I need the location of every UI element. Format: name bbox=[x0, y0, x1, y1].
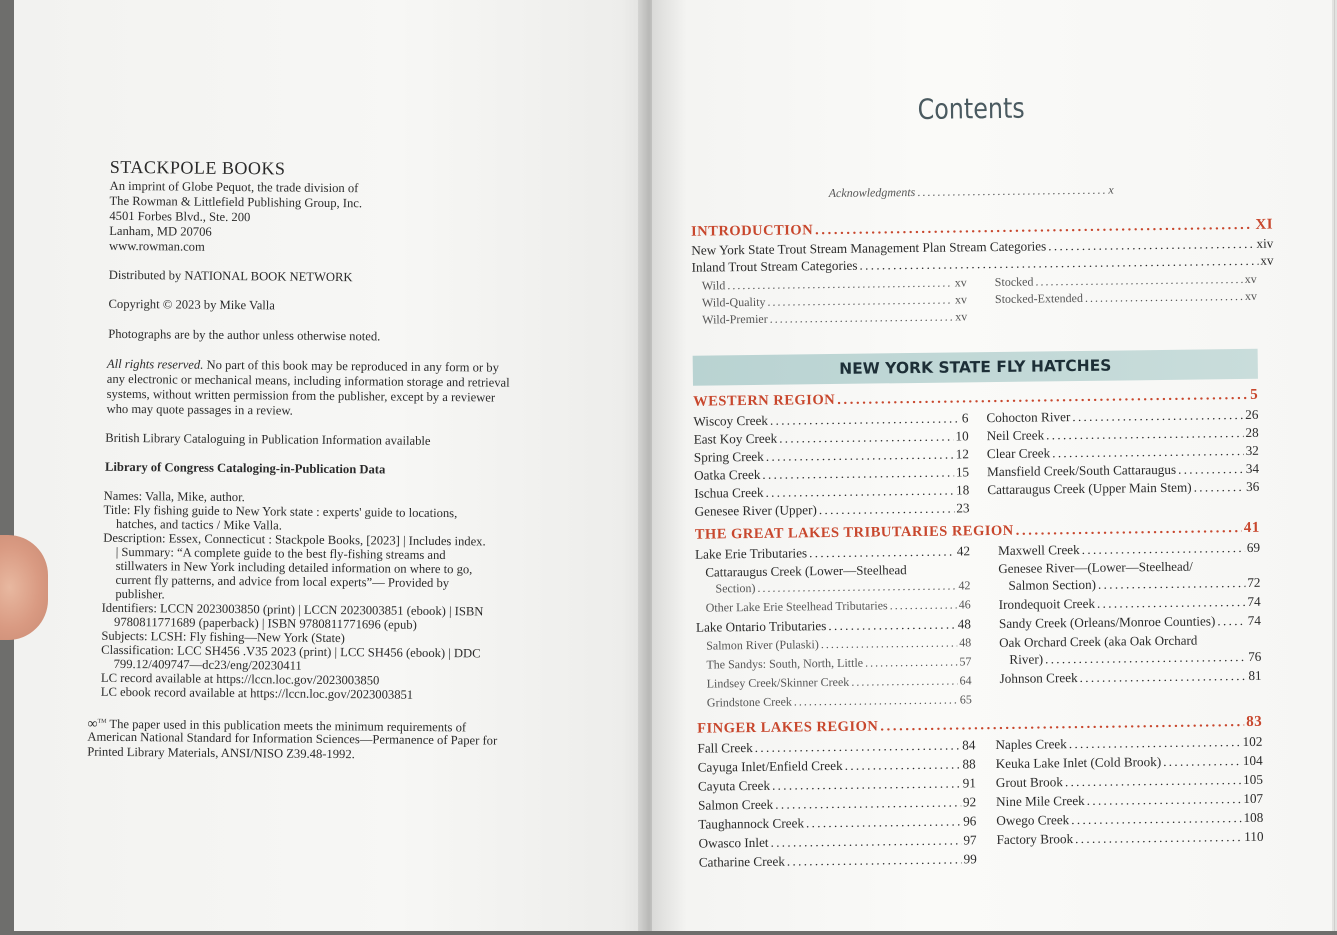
address-line: Lanham, MD 20706 bbox=[109, 223, 212, 239]
dot-leader bbox=[770, 410, 960, 428]
rights-italic: All rights reserved. bbox=[106, 356, 204, 372]
toc-entry-label: Stocked bbox=[994, 274, 1034, 290]
rights-line: systems, without written permission from the publisher, except by a reviewer bbox=[106, 386, 496, 405]
toc-entry-label: Salmon Creek bbox=[698, 796, 774, 813]
dot-leader bbox=[767, 293, 953, 310]
toc-page-number: 96 bbox=[963, 813, 977, 829]
dot-leader bbox=[1163, 753, 1241, 770]
cip-line: Description: Essex, Connecticut : Stackpole Books, [2023] | Includes index. bbox=[103, 530, 486, 549]
toc-entry[interactable] bbox=[987, 443, 1259, 462]
toc-entry-label: Nine Mile Creek bbox=[996, 792, 1085, 810]
trademark-mark: TM bbox=[97, 718, 107, 725]
toc-entry-label: Wild-Quality bbox=[701, 294, 766, 310]
toc-page-number: 69 bbox=[1246, 539, 1261, 555]
toc-entry[interactable] bbox=[986, 407, 1258, 426]
toc-entry[interactable] bbox=[995, 272, 1257, 290]
dot-leader bbox=[828, 617, 956, 635]
toc-entry-label: Salmon River (Pulaski) bbox=[706, 637, 819, 653]
toc-entry[interactable] bbox=[702, 309, 967, 327]
toc-page-number: 64 bbox=[959, 673, 972, 688]
address-line: www.rowman.com bbox=[109, 238, 205, 254]
dot-leader bbox=[1065, 772, 1241, 790]
contents-page bbox=[652, 0, 1337, 931]
toc-entry[interactable] bbox=[696, 616, 971, 635]
toc-entry[interactable] bbox=[1008, 575, 1260, 594]
dot-leader bbox=[819, 501, 955, 519]
dot-leader bbox=[865, 654, 958, 670]
toc-page-number: 99 bbox=[963, 851, 977, 867]
dot-leader bbox=[890, 598, 957, 614]
toc-entry[interactable] bbox=[702, 275, 967, 293]
toc-page-number: xv bbox=[1260, 252, 1274, 268]
dot-leader bbox=[821, 636, 958, 653]
toc-page-number: 42 bbox=[956, 543, 971, 559]
toc-entry[interactable] bbox=[996, 791, 1263, 810]
toc-page-number: 72 bbox=[1247, 574, 1261, 590]
toc-page-number: 34 bbox=[1245, 460, 1260, 476]
dot-leader bbox=[757, 579, 956, 596]
toc-page-number: 23 bbox=[956, 500, 970, 516]
toc-entry-label: Mansfield Creek/South Cattaraugus bbox=[986, 461, 1177, 480]
rights-line: No part of this book may be reproduced in any form or by bbox=[203, 357, 499, 375]
toc-page-number: x bbox=[1108, 182, 1114, 197]
dot-leader bbox=[1217, 613, 1246, 629]
dot-leader bbox=[1072, 407, 1243, 425]
toc-entry[interactable] bbox=[694, 500, 969, 519]
toc-entry-label: Inland Trout Stream Categories bbox=[691, 257, 858, 275]
section-banner bbox=[693, 349, 1258, 386]
toc-entry-label: Acknowledgments bbox=[828, 184, 916, 201]
dot-leader bbox=[770, 832, 961, 850]
banner-title: NEW YORK STATE FLY HATCHES bbox=[839, 356, 1112, 378]
rights-line: any electronic or mechanical means, including information storage and retrieval bbox=[106, 371, 510, 390]
dot-leader bbox=[765, 483, 954, 501]
toc-entry[interactable] bbox=[698, 813, 976, 832]
section-page-number: 5 bbox=[1250, 386, 1259, 403]
cip-line: Names: Valla, Mike, author. bbox=[103, 488, 245, 505]
toc-entry[interactable] bbox=[987, 479, 1259, 498]
toc-entry-label-line1: Cattaraugus Creek (Lower—Steelhead bbox=[705, 562, 907, 580]
toc-entry-label-line1: Oak Orchard Creek (aka Oak Orchard bbox=[999, 632, 1198, 650]
toc-entry[interactable] bbox=[706, 654, 971, 672]
toc-page-number: 107 bbox=[1243, 790, 1264, 807]
dot-leader bbox=[809, 544, 955, 562]
toc-entry[interactable] bbox=[707, 673, 972, 691]
dot-leader bbox=[762, 465, 954, 483]
dot-leader bbox=[1085, 289, 1243, 306]
dot-leader bbox=[845, 756, 961, 773]
address-line: The Rowman & Littlefield Publishing Group, Inc. bbox=[109, 193, 363, 211]
toc-page-number: xv bbox=[1244, 271, 1257, 286]
dot-leader bbox=[880, 714, 1244, 735]
toc-entry-label: Ischua Creek bbox=[694, 484, 764, 501]
dot-leader bbox=[779, 429, 953, 447]
dot-leader bbox=[1069, 734, 1241, 752]
toc-entry-label: Spring Creek bbox=[693, 448, 764, 465]
toc-entry-label: Wiscoy Creek bbox=[693, 412, 769, 429]
toc-entry-label: Grout Brook bbox=[995, 774, 1064, 791]
toc-page-number: xv bbox=[954, 275, 967, 290]
section-label: INTRODUCTION bbox=[691, 222, 814, 240]
toc-entry[interactable] bbox=[697, 737, 975, 756]
loc-heading: Library of Congress Cataloging-in-Publication Data bbox=[104, 459, 386, 477]
toc-entry[interactable] bbox=[706, 597, 971, 615]
toc-entry-label: Lake Erie Tributaries bbox=[694, 545, 808, 562]
publisher-name: STACKPOLE BOOKS bbox=[109, 156, 286, 179]
toc-page-number: 48 bbox=[959, 635, 972, 650]
toc-entry[interactable] bbox=[706, 635, 971, 653]
paper-line: Printed Library Materials, ANSI/NISO Z39.48-1992. bbox=[87, 744, 355, 762]
toc-entry-label: Lake Ontario Tributaries bbox=[695, 618, 827, 635]
toc-entry-label: The Sandys: South, North, Little bbox=[706, 655, 864, 672]
dot-leader bbox=[1075, 829, 1242, 847]
toc-entry-label: Cayuga Inlet/Enfield Creek bbox=[697, 757, 843, 775]
cip-line: publisher. bbox=[102, 586, 165, 602]
dot-leader bbox=[1178, 461, 1244, 478]
toc-entry[interactable] bbox=[694, 446, 969, 465]
cip-line: hatches, and tactics / Mike Valla. bbox=[103, 516, 282, 533]
toc-page-number: 88 bbox=[962, 756, 976, 772]
toc-entry[interactable] bbox=[693, 410, 968, 429]
address-line: 4501 Forbes Blvd., Ste. 200 bbox=[109, 208, 251, 225]
dot-leader bbox=[1071, 810, 1242, 828]
section-page-number: 41 bbox=[1243, 519, 1260, 536]
toc-entry-label: Grindstone Creek bbox=[706, 694, 792, 710]
toc-page-number: 42 bbox=[958, 578, 971, 593]
toc-page-number: 36 bbox=[1245, 478, 1260, 494]
toc-entry[interactable] bbox=[987, 461, 1259, 480]
toc-page-number: 57 bbox=[959, 654, 972, 669]
dot-leader bbox=[775, 794, 961, 812]
toc-entry[interactable] bbox=[698, 794, 976, 813]
toc-entry[interactable] bbox=[995, 289, 1257, 307]
toc-entry-label: Owasco Inlet bbox=[698, 834, 769, 851]
toc-entry-label: Oatka Creek bbox=[694, 466, 761, 483]
dot-leader bbox=[806, 813, 961, 831]
section-page-number: 83 bbox=[1246, 713, 1263, 730]
rights-line: who may quote passages in a review. bbox=[106, 401, 293, 418]
toc-page-number: 74 bbox=[1247, 593, 1261, 609]
toc-entry-label: Fall Creek bbox=[697, 740, 753, 756]
toc-entry-label: Neil Creek bbox=[986, 427, 1045, 444]
toc-entry[interactable] bbox=[995, 734, 1262, 753]
toc-page-number: 18 bbox=[956, 482, 970, 498]
dot-leader bbox=[1046, 425, 1243, 443]
toc-entry[interactable] bbox=[996, 772, 1263, 791]
toc-page-number: 26 bbox=[1245, 406, 1259, 422]
cip-line: LC ebook record available at https://lccn.loc.gov/2023003851 bbox=[100, 684, 414, 702]
toc-page-number: 65 bbox=[959, 692, 972, 707]
toc-entry-acknowledgments[interactable] bbox=[829, 183, 1114, 201]
dot-leader bbox=[837, 387, 1248, 409]
toc-entry-label: Section) bbox=[715, 580, 756, 596]
toc-page-number: 46 bbox=[958, 597, 971, 612]
toc-entry[interactable] bbox=[987, 425, 1259, 444]
toc-entry-label: Taughannock Creek bbox=[698, 815, 805, 832]
dot-leader bbox=[787, 851, 962, 869]
cip-line: 799.12/409747—dc23/eng/20230411 bbox=[101, 656, 302, 673]
dot-leader bbox=[1045, 649, 1246, 667]
toc-entry-label: Owego Creek bbox=[996, 812, 1070, 829]
toc-page-number: xv bbox=[955, 309, 968, 324]
copyright-page bbox=[14, 0, 654, 931]
photographs-line: Photographs are by the author unless otherwise noted. bbox=[108, 326, 381, 344]
cip-line: current fly patterns, and advice from local experts”— Provided by bbox=[102, 572, 450, 591]
toc-entry[interactable] bbox=[698, 775, 976, 794]
toc-entry-label: Cohocton River bbox=[986, 409, 1071, 426]
cip-line: Classification: LCC SH456 .V35 2023 (print) | LCC SH456 (ebook) | DDC bbox=[101, 642, 481, 661]
toc-entry-label: Lindsey Creek/Skinner Creek bbox=[706, 674, 850, 691]
toc-entry-label: New York State Trout Stream Management Plan Stream Categories bbox=[691, 238, 1047, 258]
toc-entry-label: Cattaraugus Creek (Upper Main Stem) bbox=[987, 479, 1192, 498]
toc-entry-label: Sandy Creek (Orleans/Monroe Counties) bbox=[998, 613, 1216, 631]
toc-entry[interactable] bbox=[694, 482, 969, 501]
section-label: FINGER LAKES REGION bbox=[697, 718, 879, 737]
toc-entry-label: Irondequoit Creek bbox=[998, 595, 1096, 612]
dot-leader bbox=[772, 775, 961, 793]
dot-leader bbox=[1087, 791, 1242, 809]
toc-page-number: 105 bbox=[1242, 771, 1263, 788]
toc-page-number: 102 bbox=[1242, 733, 1263, 750]
toc-page-number: 92 bbox=[962, 794, 977, 810]
dot-leader bbox=[1048, 236, 1254, 255]
dot-leader bbox=[1098, 575, 1245, 593]
toc-page-number: xv bbox=[954, 292, 968, 307]
toc-entry[interactable] bbox=[699, 832, 977, 851]
dot-leader bbox=[727, 276, 953, 294]
toc-entry-label: Maxwell Creek bbox=[997, 541, 1080, 558]
toc-page-number: 48 bbox=[957, 616, 972, 632]
cip-line: Identifiers: LCCN 2023003850 (print) | LCCN 2023003851 (ebook) | ISBN bbox=[101, 600, 484, 619]
section-page-number: XI bbox=[1255, 216, 1274, 233]
toc-entry[interactable] bbox=[702, 292, 967, 310]
cip-line: | Summary: “A complete guide to the best fly-fishing streams and bbox=[103, 544, 446, 563]
dot-leader bbox=[1080, 668, 1247, 686]
toc-page-number: 6 bbox=[961, 410, 969, 426]
toc-entry-label: Cayuta Creek bbox=[697, 777, 771, 794]
toc-page-number: 15 bbox=[955, 464, 970, 480]
cip-line: LC record available at https://lccn.loc.gov/2023003850 bbox=[100, 670, 380, 688]
copyright-line: Copyright © 2023 by Mike Valla bbox=[108, 296, 276, 313]
toc-entry[interactable] bbox=[699, 851, 977, 870]
toc-entry-label: Stocked-Extended bbox=[994, 290, 1084, 307]
toc-entry[interactable] bbox=[707, 692, 972, 710]
toc-page-number: 97 bbox=[963, 832, 977, 848]
dot-leader bbox=[1082, 540, 1245, 558]
toc-entry-label: Wild-Premier bbox=[702, 311, 768, 327]
paper-line: American National Standard for Information Sciences—Permanence of Paper for bbox=[87, 729, 498, 748]
toc-entry[interactable] bbox=[715, 578, 970, 596]
section-label: WESTERN REGION bbox=[693, 391, 836, 410]
toc-entry-label-line1: Genesee River—(Lower—Steelhead/ bbox=[998, 558, 1193, 576]
toc-entry[interactable] bbox=[694, 428, 969, 447]
toc-page-number: 91 bbox=[962, 775, 976, 791]
section-label: THE GREAT LAKES TRIBUTARIES REGION bbox=[694, 522, 1014, 543]
toc-page-number: 28 bbox=[1245, 424, 1259, 440]
toc-page-number: 74 bbox=[1247, 612, 1262, 628]
toc-entry[interactable] bbox=[999, 594, 1261, 613]
toc-page-number: 81 bbox=[1248, 667, 1262, 683]
toc-entry-label: Naples Creek bbox=[995, 736, 1067, 753]
dot-leader bbox=[1016, 520, 1242, 540]
toc-entry[interactable] bbox=[694, 464, 969, 483]
toc-entry-label: Genesee River (Upper) bbox=[694, 502, 817, 519]
dot-leader bbox=[917, 183, 1106, 200]
toc-entry[interactable] bbox=[999, 613, 1261, 632]
toc-page-number: 110 bbox=[1244, 828, 1264, 845]
dot-leader bbox=[755, 737, 961, 756]
toc-entry-label: Clear Creek bbox=[986, 445, 1051, 462]
toc-page-number: 12 bbox=[955, 446, 969, 462]
toc-entry-label: Factory Brook bbox=[996, 831, 1074, 848]
dot-leader bbox=[851, 673, 958, 689]
toc-page-number: 76 bbox=[1248, 648, 1262, 664]
dot-leader bbox=[1097, 594, 1246, 612]
toc-entry[interactable] bbox=[1000, 668, 1262, 687]
toc-page-number: 10 bbox=[955, 428, 969, 444]
cip-line: Subjects: LCSH: Fly fishing—New York (State) bbox=[101, 628, 345, 646]
toc-entry[interactable] bbox=[998, 540, 1260, 559]
toc-entry[interactable] bbox=[996, 810, 1263, 829]
paper-line: The paper used in this publication meets the minimum requirements of bbox=[109, 717, 467, 735]
toc-entry-label: Johnson Creek bbox=[999, 670, 1078, 686]
contents-title: Contents bbox=[917, 91, 1025, 126]
toc-entry-label: Other Lake Erie Steelhead Tributaries bbox=[705, 598, 888, 615]
toc-page-number: 108 bbox=[1243, 809, 1264, 826]
cip-line: 9780811771689 (paperback) | ISBN 9780811771696 (epub) bbox=[101, 614, 417, 632]
toc-page-number: 32 bbox=[1245, 442, 1259, 458]
toc-entry-label: Wild bbox=[701, 278, 726, 293]
distribution-line: Distributed by NATIONAL BOOK NETWORK bbox=[108, 267, 353, 285]
toc-entry[interactable] bbox=[1009, 649, 1261, 668]
toc-entry[interactable] bbox=[996, 829, 1263, 848]
toc-entry[interactable] bbox=[698, 756, 976, 775]
dot-leader bbox=[1052, 443, 1244, 461]
toc-page-number: xv bbox=[1244, 288, 1258, 303]
toc-page-number: 84 bbox=[962, 737, 976, 753]
address-line: An imprint of Globe Pequot, the trade division of bbox=[109, 178, 359, 196]
paper-symbol-icon: ∞ bbox=[87, 716, 98, 732]
cip-line: stillwaters in New York including detailed information on where to go, bbox=[102, 558, 473, 577]
toc-entry-label: Keuka Lake Inlet (Cold Brook) bbox=[995, 754, 1162, 772]
dot-leader bbox=[770, 310, 954, 327]
toc-entry-label: Catharine Creek bbox=[698, 853, 785, 870]
toc-entry-label: Salmon Section) bbox=[1008, 576, 1097, 593]
toc-entry[interactable] bbox=[996, 753, 1263, 772]
toc-entry[interactable] bbox=[695, 543, 970, 562]
dot-leader bbox=[794, 692, 958, 709]
british-library-line: British Library Cataloguing in Publication Information available bbox=[105, 430, 431, 448]
cip-line: Title: Fly fishing guide to New York state : experts' guide to locations, bbox=[103, 502, 458, 521]
dot-leader bbox=[766, 447, 954, 465]
dot-leader bbox=[1035, 272, 1242, 290]
toc-entry-label: River) bbox=[1009, 651, 1044, 667]
dot-leader bbox=[1194, 479, 1245, 496]
toc-page-number: 104 bbox=[1242, 752, 1263, 769]
toc-page-number: xiv bbox=[1256, 235, 1274, 251]
toc-entry-label: East Koy Creek bbox=[693, 430, 778, 447]
